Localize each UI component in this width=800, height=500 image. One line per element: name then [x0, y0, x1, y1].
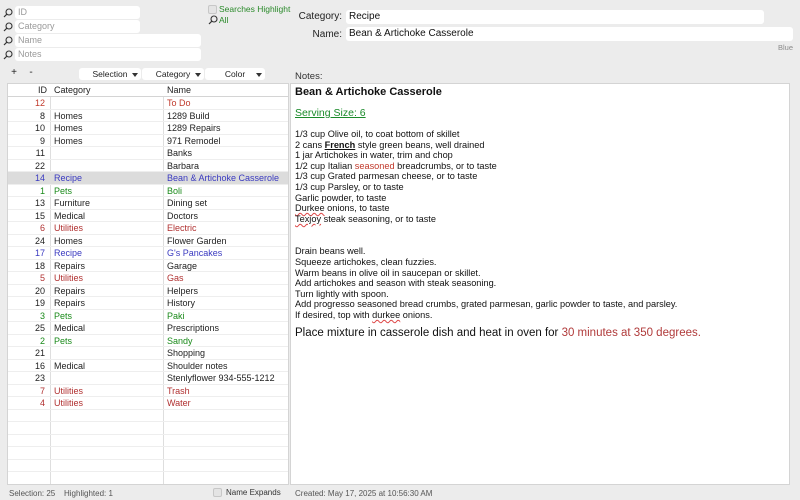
category-field[interactable]: Recipe	[346, 10, 764, 24]
notes-editor[interactable]	[290, 83, 790, 485]
row-category: Homes	[54, 123, 83, 133]
note-title: Bean & Artichoke Casserole	[295, 86, 442, 98]
row-category: Medical	[54, 323, 86, 333]
row-id: 16	[34, 360, 45, 371]
row-name: Boli	[167, 185, 183, 196]
table-row[interactable]	[8, 247, 288, 260]
searches-highlight-option[interactable]	[208, 4, 290, 14]
table-header	[8, 84, 288, 97]
note-final-line: Place mixture in casserole dish and heat in oven for 30 minutes at 350 degrees.	[295, 326, 701, 339]
color-value: Blue	[777, 43, 793, 52]
highlighted-count: Highlighted: 1	[64, 489, 113, 498]
search-all-label: All	[219, 15, 229, 25]
note-line: 1/2 cup Italian seasoned breadcrumbs, or to taste	[295, 160, 497, 171]
row-name: Sandy	[167, 335, 193, 346]
note-line: Drain beans well.	[295, 246, 366, 257]
note-line: Garlic powder, to taste	[295, 192, 387, 203]
row-id: 24	[34, 235, 45, 246]
table-row[interactable]	[8, 322, 288, 335]
row-category: Pets	[54, 185, 73, 196]
table-row[interactable]	[8, 285, 288, 298]
note-line: Turn lightly with spoon.	[295, 288, 389, 299]
table-row[interactable]	[8, 185, 288, 198]
table-row[interactable]	[8, 235, 288, 248]
name-search-row	[3, 34, 201, 47]
row-name: Trash	[167, 385, 190, 396]
name-search-input[interactable]: Name	[15, 34, 201, 47]
notes-search-input[interactable]: Notes	[15, 48, 201, 61]
table-row[interactable]	[8, 260, 288, 273]
row-category: Medical	[54, 210, 86, 221]
row-id: 17	[34, 248, 45, 258]
search-all-option[interactable]	[208, 15, 228, 25]
color-popup-label: Color	[224, 69, 246, 79]
row-id: 21	[34, 348, 45, 358]
category-column-header[interactable]: Category	[54, 85, 91, 95]
table-row[interactable]	[8, 222, 288, 235]
name-label: Name:	[312, 29, 342, 40]
row-id: 1	[39, 185, 45, 196]
note-line: 2 cans French style green beans, well drained	[295, 139, 485, 150]
row-name: Garage	[167, 260, 198, 271]
row-id: 5	[39, 273, 45, 283]
row-category: Pets	[54, 335, 73, 346]
name-column-header[interactable]: Name	[167, 85, 192, 95]
color-popup[interactable]	[205, 68, 265, 80]
row-category: Pets	[54, 310, 73, 321]
chevron-down-icon	[256, 73, 262, 77]
row-id: 18	[34, 260, 45, 271]
category-popup-label: Category	[155, 69, 191, 79]
empty-table-row	[8, 447, 288, 460]
row-id: 4	[39, 398, 45, 408]
row-name: History	[167, 298, 196, 308]
empty-table-row	[8, 435, 288, 448]
records-table[interactable]	[7, 83, 289, 485]
row-name: Shoulder notes	[167, 360, 228, 371]
row-id: 15	[34, 210, 45, 221]
row-id: 12	[34, 98, 45, 108]
search-icon	[208, 15, 218, 25]
category-label: Category:	[298, 11, 342, 22]
table-row[interactable]	[8, 372, 288, 385]
row-name: Water	[167, 398, 191, 408]
table-row[interactable]	[8, 297, 288, 310]
row-name: Dining set	[167, 198, 208, 208]
note-line: 1 jar Artichokes in water, trim and chop	[295, 150, 453, 161]
table-row[interactable]	[8, 122, 288, 135]
notes-label: Notes:	[295, 71, 323, 82]
id-search-row	[3, 6, 140, 19]
empty-table-row	[8, 410, 288, 423]
note-line: 1/3 cup Grated parmesan cheese, or to taste	[295, 171, 478, 182]
row-name: 1289 Repairs	[167, 123, 221, 133]
row-category: Homes	[54, 235, 83, 246]
row-category: Homes	[54, 110, 83, 121]
row-id: 23	[34, 373, 45, 383]
remove-button[interactable]: -	[29, 67, 33, 78]
table-row[interactable]	[8, 160, 288, 173]
row-id: 9	[39, 135, 45, 146]
note-line: Add progresso seasoned bread crumbs, grated parmesan, garlic powder to taste, and parsley.	[295, 299, 678, 310]
row-id: 11	[35, 148, 45, 158]
row-id: 25	[34, 323, 45, 333]
search-icon	[3, 50, 13, 60]
table-row[interactable]	[8, 310, 288, 323]
note-line: 1/3 cup Parsley, or to taste	[295, 181, 404, 192]
search-icon	[3, 36, 13, 46]
row-category: Utilities	[54, 223, 84, 233]
row-category: Recipe	[54, 248, 83, 258]
row-name: Stenlyflower 934-555-1212	[167, 373, 275, 383]
row-category: Utilities	[54, 273, 84, 283]
row-id: 13	[34, 198, 45, 208]
note-serving-size: Serving Size: 6	[295, 107, 366, 119]
empty-table-row	[8, 472, 288, 485]
table-row[interactable]	[8, 147, 288, 160]
table-row[interactable]	[8, 172, 288, 185]
note-line: Durkee onions, to taste	[295, 203, 390, 214]
row-name: Prescriptions	[167, 323, 220, 333]
note-line: If desired, top with durkee onions.	[295, 309, 433, 320]
table-row[interactable]	[8, 97, 288, 110]
table-row[interactable]	[8, 360, 288, 373]
note-line: 1/3 cup Olive oil, to coat bottom of skillet	[295, 129, 460, 139]
table-rows	[8, 97, 288, 485]
name-expands-label: Name Expands	[226, 488, 281, 497]
row-category: Repairs	[54, 298, 86, 308]
id-search-input[interactable]: ID	[15, 6, 140, 19]
row-id: 20	[34, 285, 45, 296]
table-row[interactable]	[8, 397, 288, 410]
table-row[interactable]	[8, 210, 288, 223]
add-button[interactable]: +	[11, 67, 17, 78]
row-id: 7	[39, 385, 45, 396]
id-column-header[interactable]: ID	[38, 85, 47, 95]
row-name: Helpers	[167, 285, 199, 296]
row-category: Repairs	[54, 260, 86, 271]
note-line: Texjoy steak seasoning, or to taste	[295, 213, 436, 224]
row-id: 22	[34, 160, 45, 171]
row-category: Utilities	[54, 398, 84, 408]
selection-popup[interactable]	[79, 68, 141, 80]
name-field[interactable]: Bean & Artichoke Casserole	[346, 27, 793, 41]
row-category: Furniture	[54, 198, 91, 208]
row-name: Paki	[167, 310, 185, 321]
selection-popup-label: Selection	[92, 69, 128, 79]
row-id: 3	[39, 310, 45, 321]
chevron-down-icon	[132, 73, 138, 77]
searches-highlight-checkbox[interactable]	[208, 5, 217, 14]
table-row[interactable]	[8, 347, 288, 360]
row-name: Barbara	[167, 160, 200, 171]
selection-count: Selection: 25	[9, 489, 56, 498]
search-icon	[3, 22, 13, 32]
row-name: Flower Garden	[167, 235, 227, 246]
row-id: 19	[34, 298, 45, 308]
row-name: 1289 Build	[167, 110, 210, 121]
row-name: Doctors	[167, 210, 199, 221]
search-icon	[3, 8, 13, 18]
table-row[interactable]	[8, 272, 288, 285]
category-search-input[interactable]: Category	[15, 20, 140, 33]
category-search-row	[3, 20, 140, 33]
table-row[interactable]	[8, 135, 288, 148]
table-row[interactable]	[8, 385, 288, 398]
row-category: Utilities	[54, 385, 84, 396]
notes-search-row	[3, 48, 201, 61]
empty-table-row	[8, 422, 288, 435]
row-name: Bean & Artichoke Casserole	[167, 173, 280, 183]
table-row[interactable]	[8, 110, 288, 123]
row-id: 14	[34, 173, 45, 183]
row-name: G's Pancakes	[167, 248, 223, 258]
created-timestamp: Created: May 17, 2025 at 10:56:30 AM	[295, 489, 433, 498]
row-id: 6	[39, 223, 45, 233]
row-category: Repairs	[54, 285, 86, 296]
name-expands-checkbox[interactable]	[213, 488, 222, 497]
row-category: Medical	[54, 360, 86, 371]
empty-table-row	[8, 460, 288, 473]
note-line: Add artichokes and season with steak seasoning.	[295, 278, 497, 289]
chevron-down-icon	[195, 73, 201, 77]
row-id: 2	[39, 335, 45, 346]
table-row[interactable]	[8, 335, 288, 348]
row-name: Shopping	[167, 348, 206, 358]
row-name: Gas	[167, 273, 184, 283]
category-popup[interactable]	[142, 68, 204, 80]
row-name: Banks	[167, 148, 193, 158]
table-row[interactable]	[8, 197, 288, 210]
row-id: 10	[34, 123, 45, 133]
row-name: Electric	[167, 223, 197, 233]
row-id: 8	[39, 110, 45, 121]
name-expands-option[interactable]	[213, 488, 281, 497]
searches-highlight-label: Searches Highlight	[219, 4, 291, 14]
row-category: Homes	[54, 135, 83, 146]
row-category: Recipe	[54, 173, 83, 183]
note-line: Squeeze artichokes, clean fuzzies.	[295, 256, 437, 267]
row-name: 971 Remodel	[167, 135, 221, 146]
note-line: Warm beans in olive oil in saucepan or skillet.	[295, 267, 481, 278]
row-name: To Do	[167, 98, 191, 108]
